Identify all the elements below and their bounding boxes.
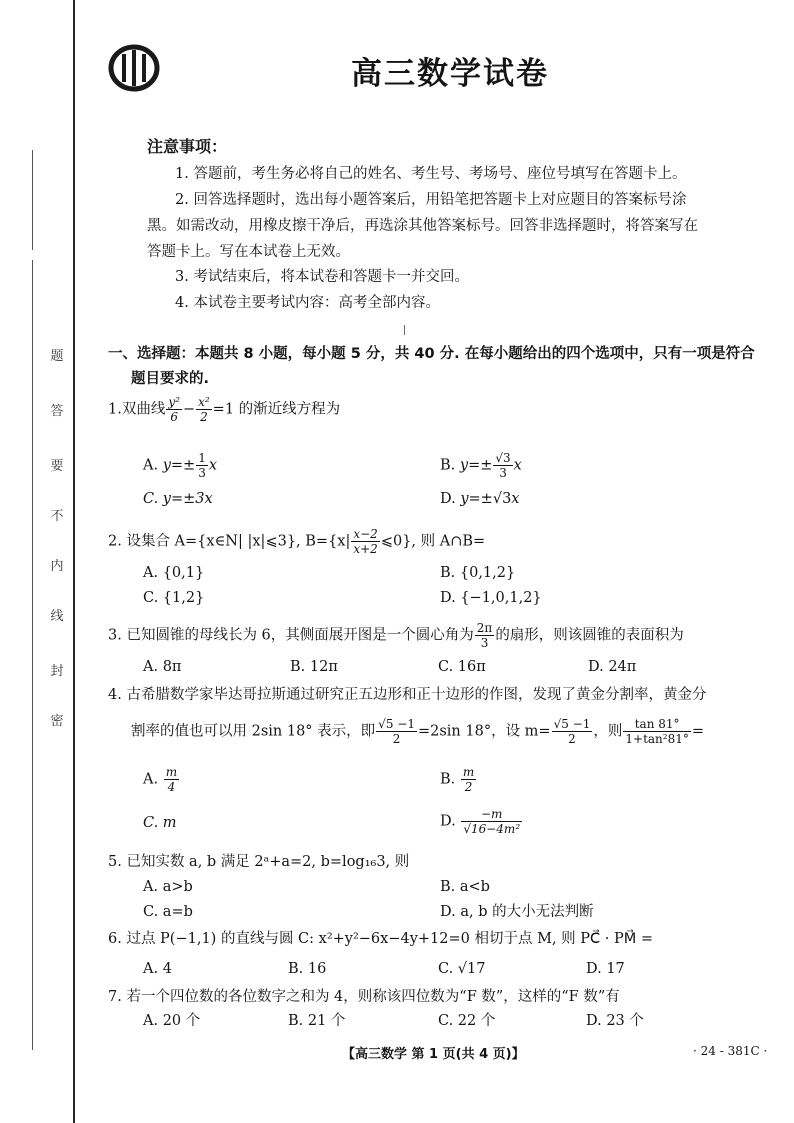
- question-6-option-d[interactable]: D. 17: [586, 961, 625, 977]
- question-5-option-a[interactable]: A. a>b: [143, 879, 193, 895]
- question-4-stem: 4. 古希腊数学家毕达哥拉斯通过研究正五边形和正十边形的作图，发现了黄金分割率，黄金分: [108, 687, 707, 703]
- question-7-stem: 7. 若一个四位数的各位数字之和为 4，则称该四位数为“F 数”，这样的“F 数”有: [108, 989, 620, 1005]
- margin-rule-top: [32, 150, 33, 250]
- question-3-option-a[interactable]: A. 8π: [143, 659, 182, 675]
- question-2-option-b[interactable]: B. {0,1,2}: [440, 565, 516, 581]
- seal-char: 不: [50, 509, 64, 524]
- exam-title: 高三数学试卷: [351, 56, 549, 92]
- notice-line: 3. 考试结束后，将本试卷和答题卡一并交回。: [175, 269, 469, 285]
- seal-char: 答: [50, 404, 64, 419]
- question-4-stem-cont: 割率的值也可以用 2sin 18° 表示，即 $\frac{√5 -1}{2}$ =2sin 18°，设 m= $\frac{√5 -1}{2}$ ，则 $\frac{\tan 81^\circ}{\text{1+tan²81°}}$ =: [131, 717, 705, 746]
- question-2-option-d[interactable]: D. {−1,0,1,2}: [440, 590, 542, 606]
- notice-line: 1. 答题前，考生务必将自己的姓名、考生号、考场号、座位号填写在答题卡上。: [175, 166, 687, 182]
- binding-line: [73, 0, 75, 1123]
- question-1-option-d[interactable]: D. y=±√3x: [440, 491, 520, 507]
- question-2-option-c[interactable]: C. {1,2}: [143, 590, 205, 606]
- seal-char: 密: [50, 714, 64, 729]
- section-heading: 一、选择题：本题共 8 小题，每小题 5 分，共 40 分. 在每小题给出的四个选项中，只有一项是符合: [108, 346, 755, 362]
- question-7-option-d[interactable]: D. 23 个: [586, 1013, 644, 1029]
- seal-char: 题: [50, 349, 64, 364]
- question-3-stem: 3. 已知圆锥的母线长为 6，其侧面展开图是一个圆心角为 $\frac{2\pi}{3}$ 的扇形，则该圆锥的表面积为: [108, 621, 684, 650]
- question-1-option-a[interactable]: A. y=± $\frac{1}{3}$ x: [143, 451, 218, 480]
- page-footer: 【高三数学 第 1 页(共 4 页)】: [342, 1047, 525, 1062]
- seal-char: 要: [50, 459, 64, 474]
- question-6-option-a[interactable]: A. 4: [143, 961, 172, 977]
- question-5-option-c[interactable]: C. a=b: [143, 904, 193, 920]
- question-4-option-b[interactable]: B. $\frac{m}{2}$: [440, 765, 475, 794]
- question-6-stem: 6. 过点 P(−1,1) 的直线与圆 C: x²+y²−6x−4y+12=0 相切于点 M, 则 PC⃗ · PM⃗ =: [108, 931, 654, 947]
- seal-char: 内: [50, 559, 64, 574]
- question-7-option-c[interactable]: C. 22 个: [438, 1013, 496, 1029]
- question-2-option-a[interactable]: A. {0,1}: [143, 565, 205, 581]
- seal-char: 封: [50, 664, 64, 679]
- question-4-option-d[interactable]: D. $\frac{-m}{\text{√16−4m²}}$: [440, 807, 521, 836]
- question-1-option-c[interactable]: C. y=±3x: [143, 491, 213, 507]
- margin-rule: [32, 260, 33, 1050]
- section-heading-cont: 题目要求的.: [131, 371, 210, 387]
- question-3-option-b[interactable]: B. 12π: [290, 659, 338, 675]
- question-5-stem: 5. 已知实数 a, b 满足 2ᵃ+a=2, b=log₁₆3, 则: [108, 854, 410, 870]
- exam-code: · 24 - 381C ·: [693, 1044, 768, 1058]
- question-1-stem: 1.双曲线 $\frac{\text{y²}}{6}$ − $\frac{\text{x²}}{2}$ =1 的渐近线方程为: [108, 395, 341, 424]
- question-2-stem: 2. 设集合 A={x∈N| |x|⩽3}, B={x| $\frac{x-2}{x+2}$ ⩽0}, 则 A∩B=: [108, 527, 486, 556]
- question-4-option-a[interactable]: A. $\frac{m}{4}$: [143, 765, 178, 794]
- question-5-option-b[interactable]: B. a<b: [440, 879, 490, 895]
- publisher-logo: [108, 44, 160, 92]
- seal-char: 线: [50, 609, 64, 624]
- question-6-option-b[interactable]: B. 16: [288, 961, 327, 977]
- question-3-option-c[interactable]: C. 16π: [438, 659, 486, 675]
- notice-line: 答题卡上。写在本试卷上无效。: [147, 244, 350, 260]
- question-4-option-c[interactable]: C. m: [143, 815, 177, 831]
- question-5-option-d[interactable]: D. a, b 的大小无法判断: [440, 904, 594, 920]
- notice-line: 4. 本试卷主要考试内容：高考全部内容。: [175, 295, 440, 311]
- question-3-option-d[interactable]: D. 24π: [588, 659, 637, 675]
- notice-line: 2. 回答选择题时，选出每小题答案后，用铅笔把答题卡上对应题目的答案标号涂: [175, 192, 687, 208]
- question-6-option-c[interactable]: C. √17: [438, 961, 486, 977]
- question-1-option-b[interactable]: B. y=± $\frac{√3}{3}$ x: [440, 451, 522, 480]
- notice-line: 黑。如需改动，用橡皮擦干净后，再选涂其他答案标号。回答非选择题时，将答案写在: [147, 218, 698, 234]
- question-7-option-a[interactable]: A. 20 个: [143, 1013, 201, 1029]
- question-7-option-b[interactable]: B. 21 个: [288, 1013, 346, 1029]
- notice-heading: 注意事项：: [147, 137, 228, 156]
- pen-mark: [404, 325, 405, 335]
